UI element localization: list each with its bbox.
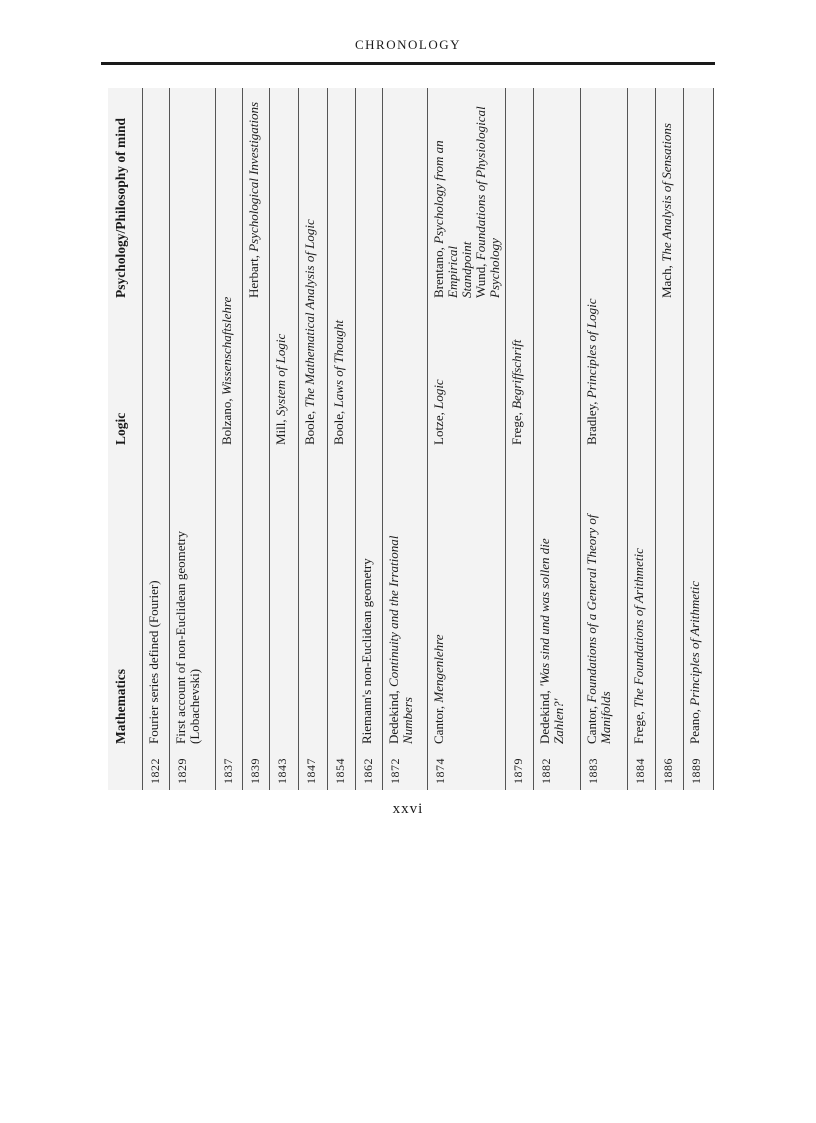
row-year: 1837	[221, 758, 235, 784]
row-math: Dedekind, 'Was sind und was sollen die Zahlen?'	[537, 538, 566, 744]
table-row	[242, 88, 270, 790]
row-math: Cantor, Mengenlehre	[431, 634, 446, 744]
chronology-table	[108, 88, 714, 790]
row-year: 1889	[689, 758, 703, 784]
table-row	[427, 88, 506, 790]
table-row	[215, 88, 243, 790]
row-math: Frege, The Foundations of Arithmetic	[631, 548, 646, 744]
row-year: 1847	[304, 758, 318, 784]
row-math: Fourier series defined (Fourier)	[146, 580, 161, 744]
row-year: 1839	[248, 758, 262, 784]
row-year: 1843	[275, 758, 289, 784]
table-row	[683, 88, 715, 790]
row-math: Peano, Principles of Arithmetic	[687, 581, 702, 744]
row-year: 1882	[539, 758, 553, 784]
row-year: 1862	[361, 758, 375, 784]
row-math: Cantor, Foundations of a General Theory of Manifolds	[584, 514, 613, 744]
running-head: CHRONOLOGY	[355, 37, 461, 52]
row-year: 1874	[433, 758, 447, 784]
row-math: Dedekind, Continuity and the Irrational Numbers	[386, 535, 415, 744]
table-row	[382, 88, 428, 790]
row-logic: Bradley, Principles of Logic	[584, 298, 599, 445]
table-row	[327, 88, 356, 790]
header-rule	[101, 62, 715, 65]
header-psychology: Psychology/Philosophy of mind	[113, 117, 128, 298]
table-row	[533, 88, 581, 790]
table-row	[355, 88, 383, 790]
row-psych: Mach, The Analysis of Sensations	[659, 123, 674, 298]
row-logic: Boole, Laws of Thought	[331, 320, 346, 445]
row-math: First account of non-Euclidean geometry (Lobachevski)	[173, 531, 202, 744]
row-year: 1884	[633, 758, 647, 784]
table-row	[505, 88, 534, 790]
table-row	[655, 88, 684, 790]
table-row	[627, 88, 656, 790]
row-year: 1883	[586, 758, 600, 784]
row-year: 1822	[148, 758, 162, 784]
row-year: 1872	[388, 758, 402, 784]
row-psych: Brentano, Psychology from an Empirical Standpoint Wund, Foundations of Physiological Psychology	[431, 106, 502, 298]
row-logic: Mill, System of Logic	[273, 333, 288, 445]
row-psych: Herbart, Psychological Investigations	[246, 101, 261, 298]
row-logic: Frege, Begriffschrift	[509, 339, 524, 445]
table-bottom-rule	[713, 88, 714, 790]
row-year: 1879	[511, 758, 525, 784]
table-row	[169, 88, 216, 790]
row-year: 1854	[333, 758, 347, 784]
table-row	[298, 88, 328, 790]
rotated-table-body	[108, 88, 714, 790]
header-mathematics: Mathematics	[113, 669, 128, 744]
row-logic: Bolzano, Wissenschaftslehre	[219, 296, 234, 445]
table-row	[580, 88, 628, 790]
page-number: xxvi	[392, 801, 424, 817]
table-row	[269, 88, 299, 790]
row-logic: Boole, The Mathematical Analysis of Logic	[302, 219, 317, 445]
table-header-row	[108, 88, 142, 790]
row-year: 1886	[661, 758, 675, 784]
row-year: 1829	[175, 758, 189, 784]
row-logic: Lotze, Logic	[431, 379, 446, 445]
table-row	[142, 88, 170, 790]
header-logic: Logic	[113, 412, 128, 445]
row-math: Riemann's non-Euclidean geometry	[359, 558, 374, 744]
